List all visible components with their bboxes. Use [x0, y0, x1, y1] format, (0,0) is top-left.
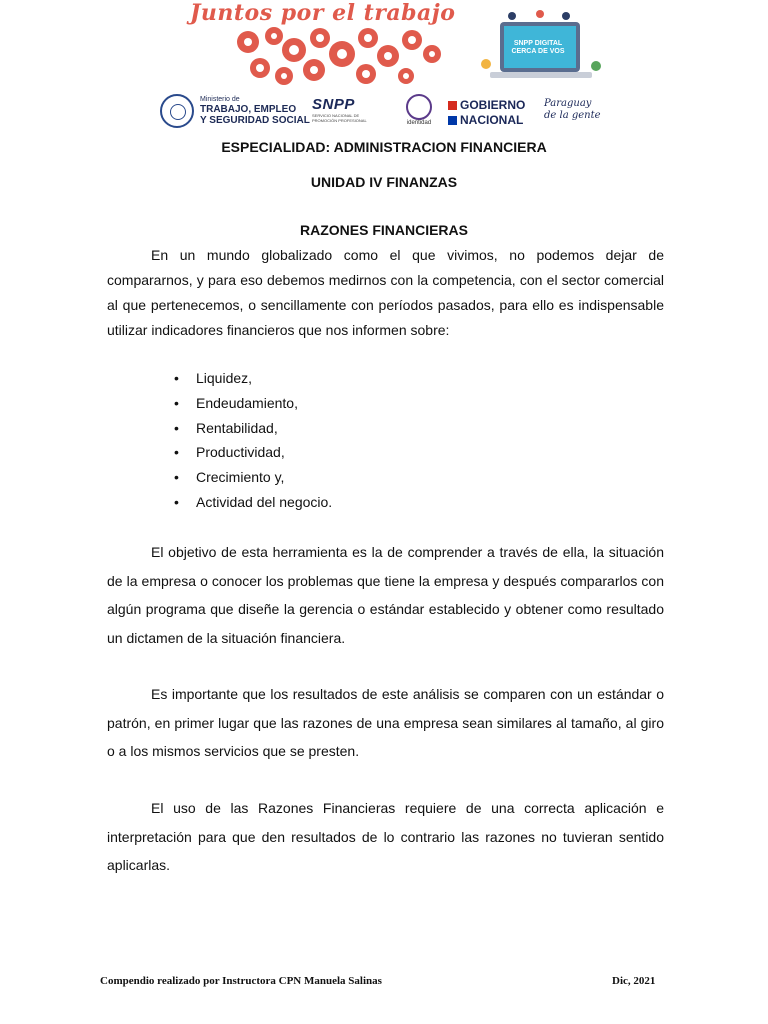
usage-paragraph: El uso de las Razones Financieras requiere de una correcta aplicación e interpretación para que den resultados de lo contrario las razones no tuvieran sentido aplicarlas.: [107, 800, 664, 873]
snpp-logo: [312, 96, 382, 123]
snpp-mark: SNPP: [312, 96, 355, 113]
laptop-caption: SNPP DIGITAL CERCA DE VOS: [511, 40, 565, 55]
list-item: • Liquidez,: [174, 366, 332, 391]
list-item: • Actividad del negocio.: [174, 490, 332, 515]
ministry-small-text: Ministerio de: [200, 96, 240, 103]
specialty-heading: ESPECIALIDAD: ADMINISTRACION FINANCIERA: [221, 139, 547, 155]
intro-paragraph: En un mundo globalizado como el que vivimos, no podemos dejar de compararnos, y para eso debemos medirnos con la competencia, con el sector comercial al que pertenecemos, o sencillamente con períodos pasados, para ello es indispensable utilizar indicadores financieros que nos informen sobre:: [107, 247, 664, 338]
institution-logos: [160, 94, 620, 134]
compare-paragraph: Es importante que los resultados de este análisis se comparen con un estándar o patrón, en primer lugar que las razones de una empresa sean similares al tamaño, al giro o a los mismos servicios que se presten.: [107, 686, 664, 759]
snpp-subtitle: SERVICIO NACIONAL DE PROMOCIÓN PROFESIONAL: [312, 113, 367, 123]
gobierno-nacional-logo: [448, 98, 525, 128]
list-item: • Productividad,: [174, 440, 332, 465]
paraguay-line1: Paraguay: [544, 98, 592, 109]
unit-heading: UNIDAD IV FINANZAS: [310, 174, 458, 190]
ministry-line2: Y SEGURIDAD SOCIAL: [200, 115, 310, 126]
fingerprint-icon: [406, 94, 432, 120]
identity-label: identidad: [406, 120, 432, 126]
paraguay-line2: de la gente: [544, 110, 601, 121]
objective-paragraph: El objetivo de esta herramienta es la de comprender a través de ella, la situación de la empresa o conocer los problemas que tiene la empresa y después compararlos con algún programa que diseñe la gerencia o estándar establecido y obtener como resultado un dictamen de la situación financiera.: [107, 544, 664, 646]
slogan-text: Juntos por el trabajo: [190, 0, 456, 26]
list-item: • Endeudamiento,: [174, 391, 332, 416]
header-banner: [0, 0, 768, 140]
gobierno-line2: NACIONAL: [460, 113, 524, 127]
gears-illustration: [236, 24, 446, 88]
identity-logo: [404, 94, 434, 126]
ministry-logo: [200, 96, 310, 126]
national-seal-icon: [160, 94, 194, 128]
paraguay-de-la-gente-logo: [544, 98, 601, 122]
section-title: RAZONES FINANCIERAS: [299, 222, 468, 238]
list-item: • Crecimiento y,: [174, 465, 332, 490]
footer-author: Compendio realizado por Instructora CPN Manuela Salinas: [100, 975, 382, 987]
flag-blue-square-icon: [448, 116, 457, 125]
footer-date: Dic, 2021: [612, 975, 656, 987]
gobierno-line1: GOBIERNO: [460, 98, 526, 112]
flag-red-square-icon: [448, 101, 457, 110]
indicators-list: [174, 366, 332, 515]
list-item: • Rentabilidad,: [174, 416, 332, 441]
ministry-line1: TRABAJO, EMPLEO: [200, 104, 297, 115]
